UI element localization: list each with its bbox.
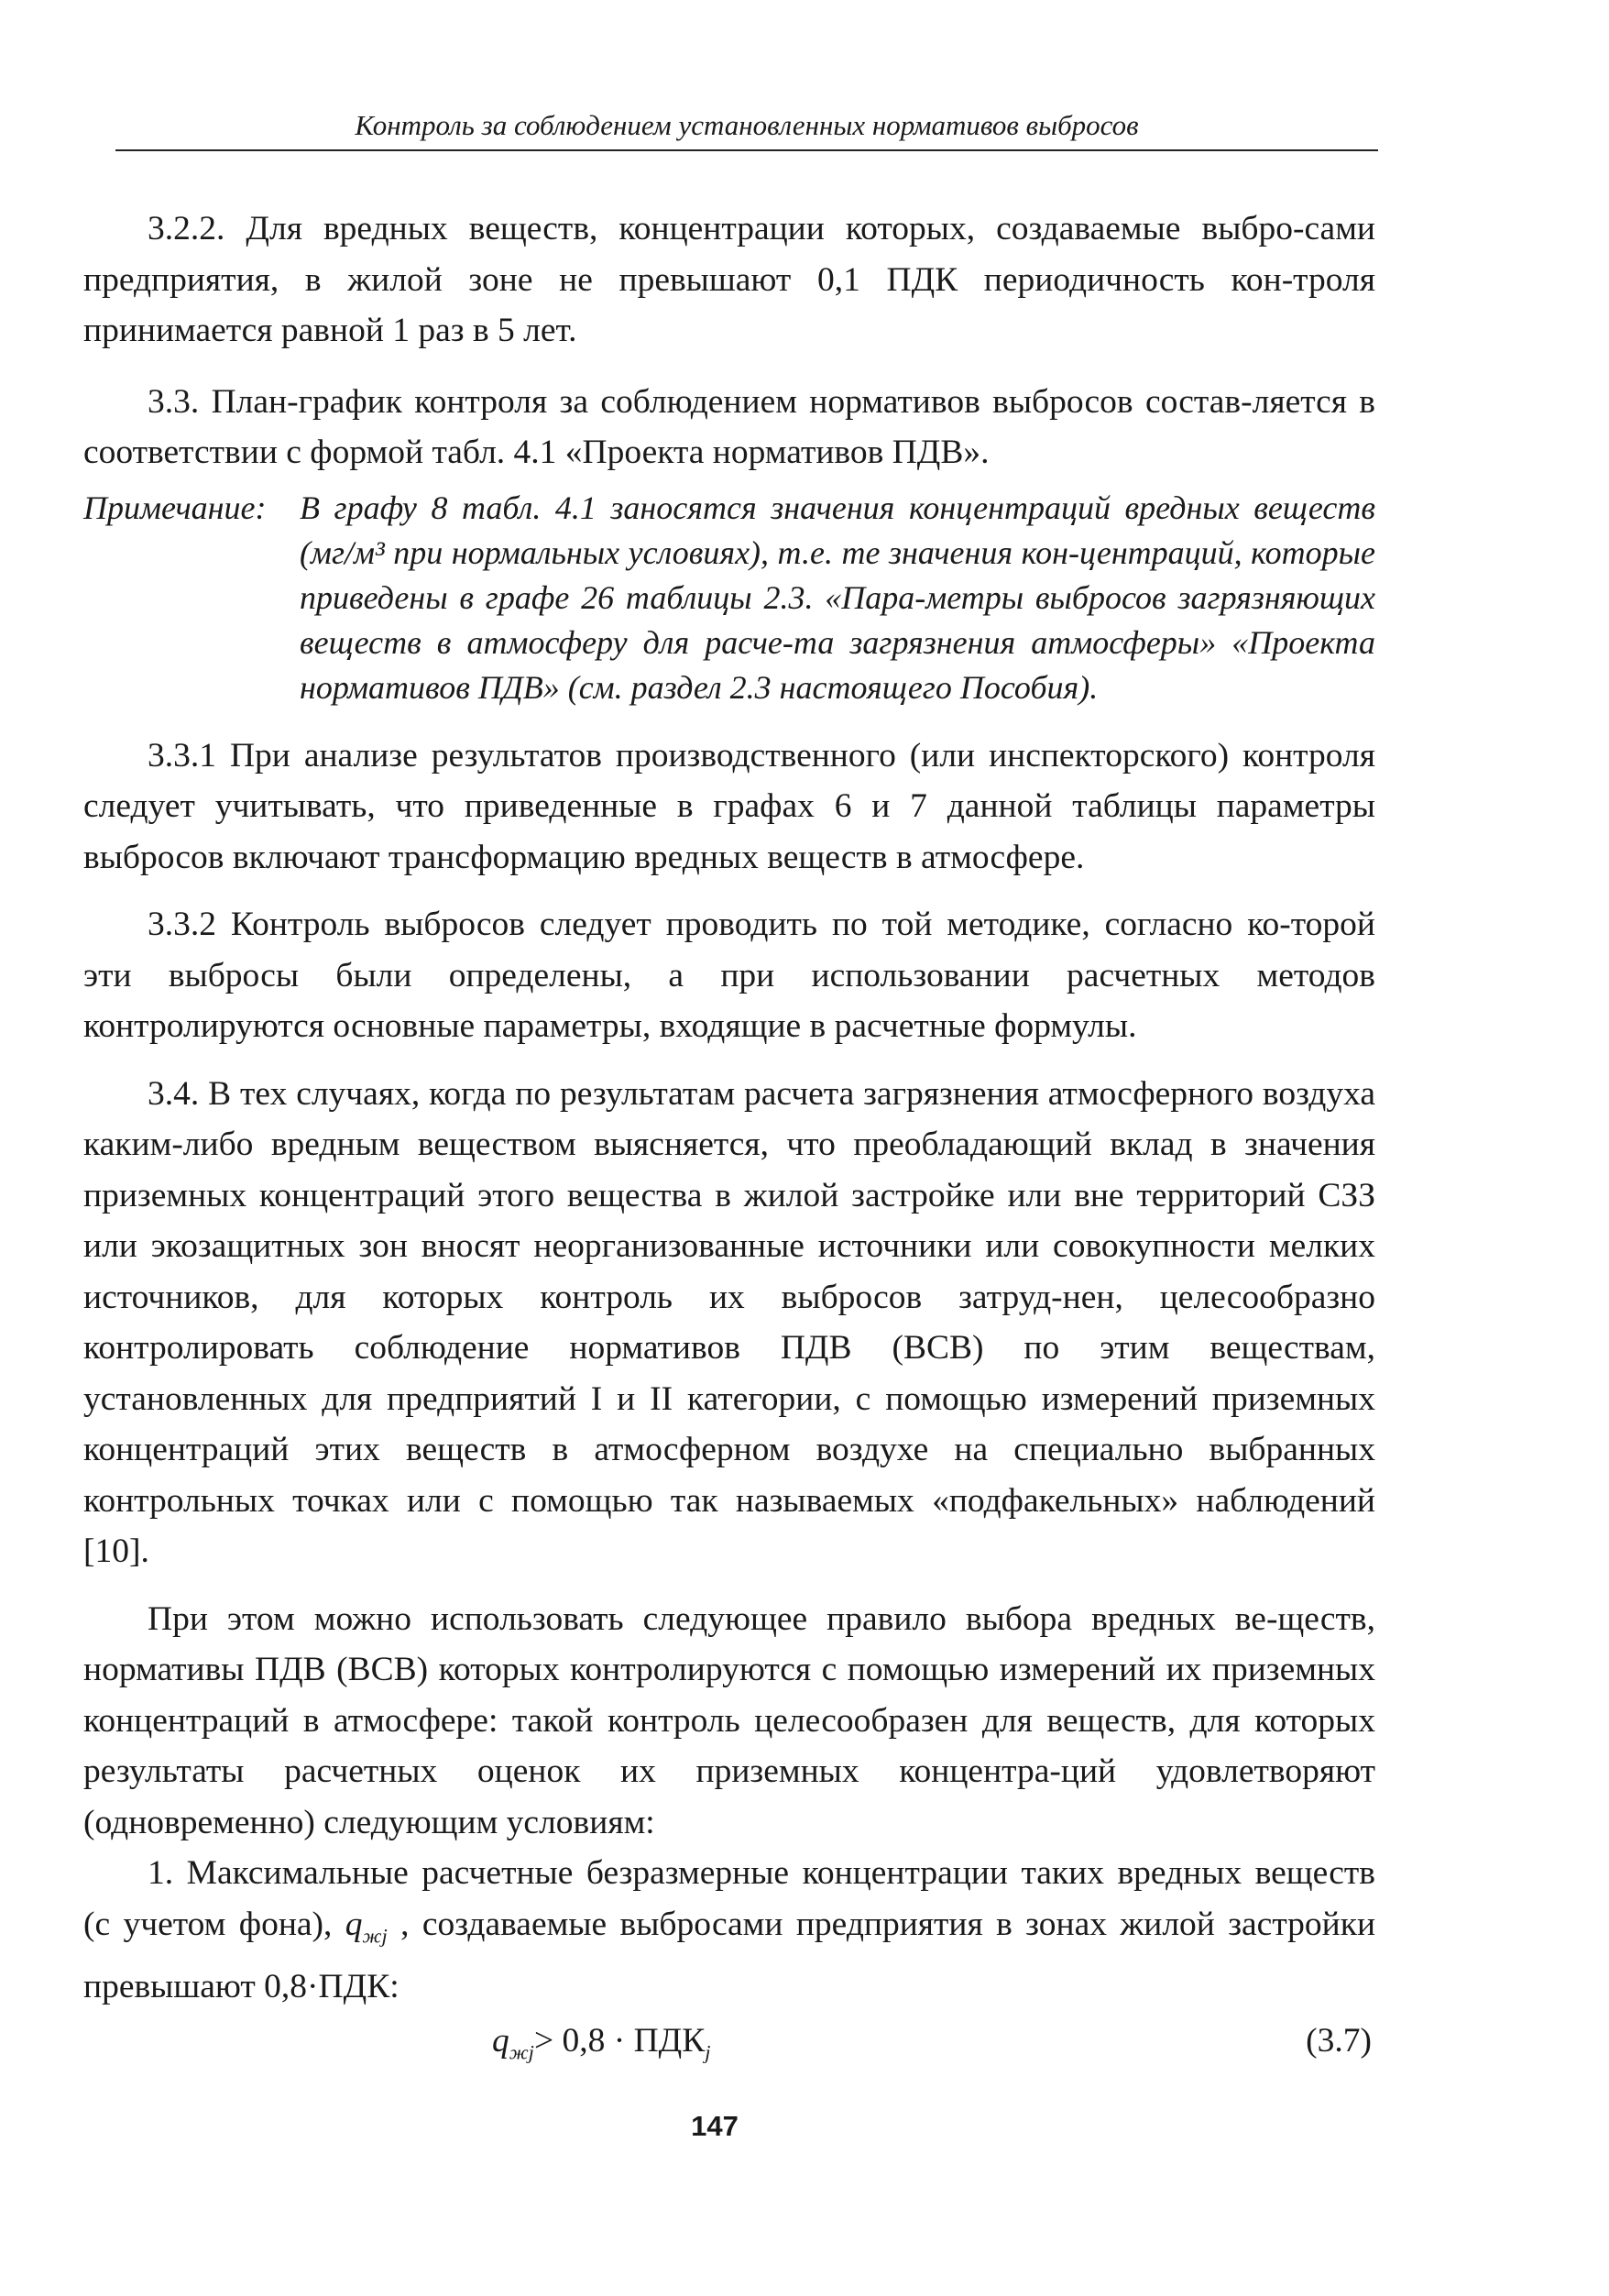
body-text — [83, 203, 1375, 2071]
page-number: 147 — [691, 2110, 739, 2142]
paragraph-3-3: 3.3. План-график контроля за соблюдением нормативов выбросов состав-ляется в соответствии с формой табл. 4.1 «Проекта нормативов ПДВ». — [83, 382, 1375, 471]
paragraph-3-2-2: 3.2.2. Для вредных веществ, концентрации которых, создаваемые выбро-сами предприятия, в жилой зоне не превышают 0,1 ПДК периодичность кон-троля принимается равной 1 раз в 5 лет. — [83, 210, 1375, 349]
formula-rhs-subscript: j — [705, 2040, 711, 2064]
paragraph-selection-rule: При этом можно использовать следующее правило выбора вредных ве-ществ, нормативы ПДВ (ВСВ) которых контролируются с помощью измерений их приземных концентраций в атмосфере: такой контроль целесообразен для веществ, для которых результаты расчетных оценок их приземных концентра-ций удовлетворяют (одновременно) следующим условиям: — [83, 1599, 1375, 1841]
formula-lhs-subscript: жj — [509, 2040, 534, 2064]
header-rule — [115, 149, 1378, 151]
formula-rhs: > 0,8 · ПДК — [533, 2022, 706, 2060]
condition-1-end: , создаваемые выбросами предприятия в зонах жилой застройки превышают 0,8·ПДК: — [83, 1905, 1376, 2005]
running-header: Контроль за соблюдением установленных нормативов выбросов — [355, 109, 1139, 141]
paragraph-3-4: 3.4. В тех случаях, когда по результатам расчета загрязнения атмосферного воздуха каким-либо вредным веществом выясняется, что преобладающий вклад в значения приземных концентраций этого вещества в жилой застройке или вне территорий СЗЗ или экозащитных зон вносят неорганизованные источники или совокупности мелких источников, для которых контроль их выбросов затруд-нен, целесообразно контролировать соблюдение нормативов ПДВ (ВСВ) по этим веществам, установленных для предприятий I и II категории, с помощью измерений приземных концентраций этих веществ в атмосферном воздухе на специально выбранных контрольных точках или с помощью так называемых «подфакельных» наблюдений [10]. — [83, 1074, 1375, 1570]
note-text: В графу 8 табл. 4.1 заносятся значения концентраций вредных веществ (мг/м³ при нормальных условиях), т.е. те значения кон-центраций, которые приведены в графе 26 таблицы 2.3. «Пара-метры выбросов загрязняющих веществ в атмосферу для расче-та загрязнения атмосферы» «Проекта нормативов ПДВ» (см. раздел 2.3 настоящего Пособия). — [300, 489, 1375, 706]
formula-number: (3.7) — [1306, 2022, 1372, 2060]
condition-1-start: 1. Максимальные расчетные безразмерные концентрации таких вредных веществ (с учетом фона), — [83, 1854, 1375, 1943]
paragraph-3-3-1: 3.3.1 При анализе результатов производственного (или инспекторского) контроля следует учитывать, что приведенные в графах 6 и 7 данной таблицы параметры выбросов включают трансформацию вредных веществ в атмосфере. — [83, 736, 1375, 876]
formula-lhs: q — [492, 2022, 509, 2060]
condition-1-variable: $q_{жj}$ — [345, 1905, 388, 1947]
note-label: Примечание: — [83, 489, 267, 526]
paragraph-condition-1 — [83, 1848, 1375, 2012]
formula-3-7 — [492, 2016, 711, 2078]
note-block — [83, 486, 1375, 710]
paragraph-3-3-2: 3.3.2 Контроль выбросов следует проводить по той методике, согласно ко-торой эти выбросы были определены, а при использовании расчетных методов контролируются основные параметры, входящие в расчетные формулы. — [83, 906, 1375, 1045]
formula-line — [83, 2016, 1375, 2071]
